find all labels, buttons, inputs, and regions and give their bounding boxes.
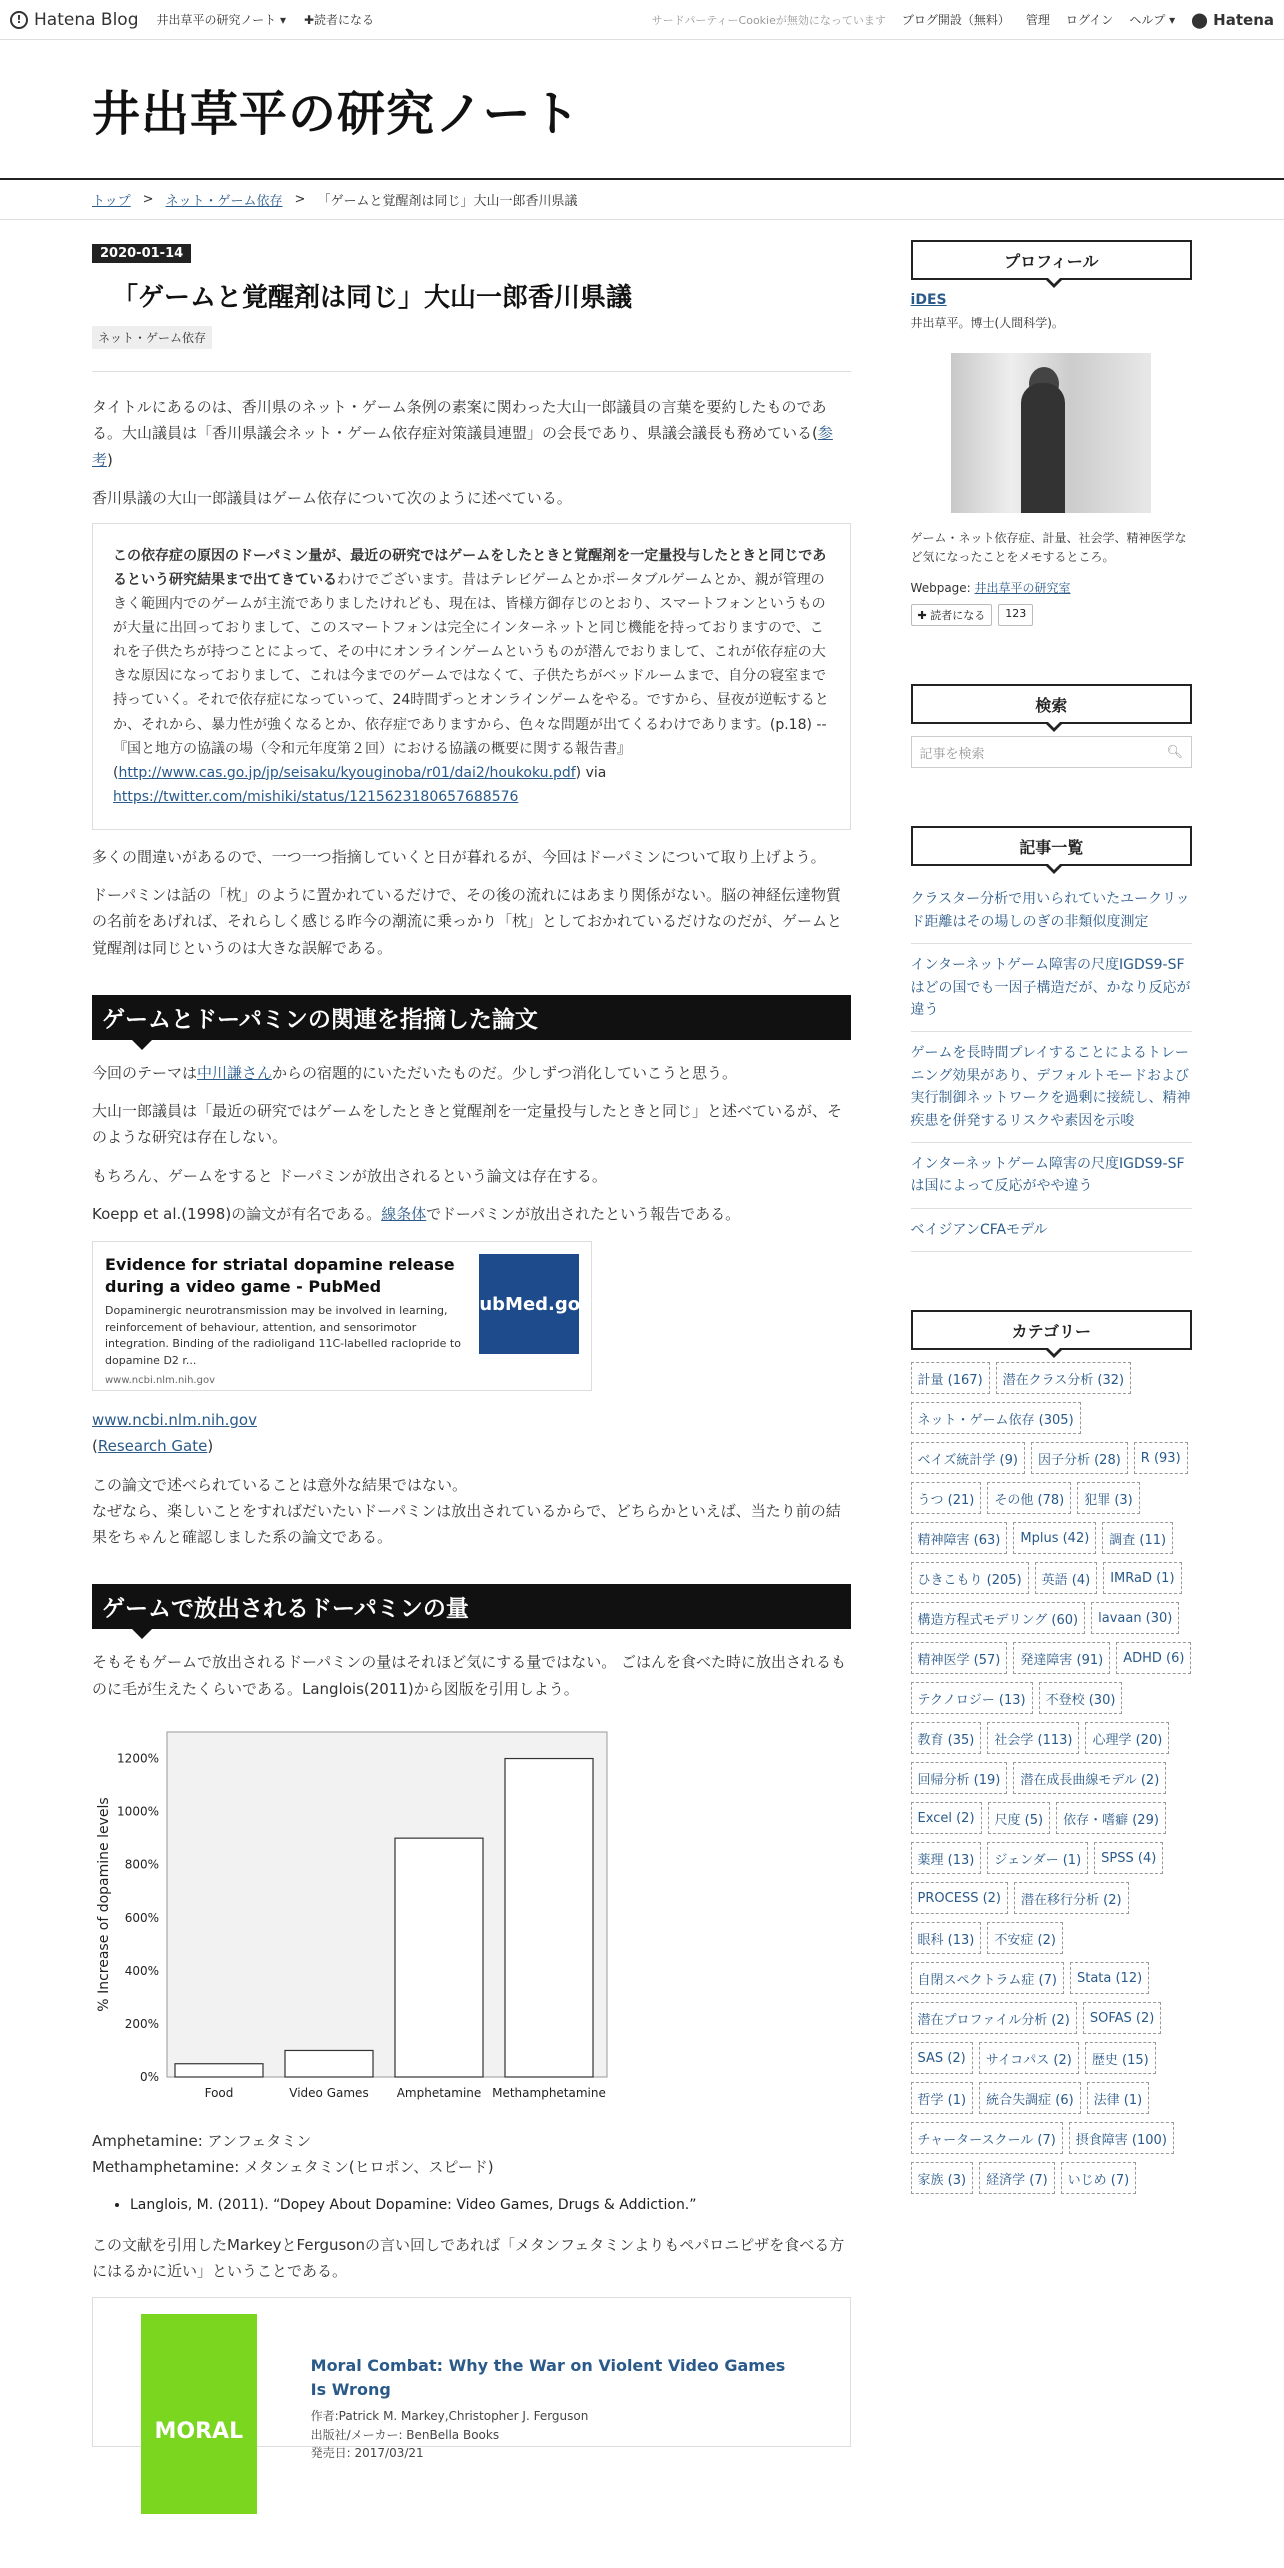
book-title[interactable]: Moral Combat: Why the War on Violent Video Games Is Wrong bbox=[310, 2355, 786, 2400]
dopamine-chart bbox=[92, 1724, 612, 2114]
entry bbox=[92, 220, 851, 2461]
paragraph bbox=[92, 1201, 851, 1227]
article-link[interactable]: ベイジアンCFAモデル bbox=[911, 1209, 1192, 1252]
category-link[interactable]: ADHD (6) bbox=[1116, 1642, 1191, 1674]
text: からの宿題的にいただいたものだ。少しずつ消化していこうと思う。 bbox=[272, 1063, 738, 1082]
article-link[interactable]: インターネットゲーム障害の尺度IGDS9-SFはどの国でも一因子構造だが、かなり反応が違う bbox=[911, 944, 1192, 1032]
profile-module bbox=[911, 240, 1192, 626]
category-link[interactable]: R (93) bbox=[1134, 1442, 1188, 1474]
category-link[interactable]: 摂食障害 (100) bbox=[1069, 2122, 1174, 2154]
breadcrumb-sep: > bbox=[142, 192, 154, 207]
book-publisher: 出版社/メーカー: BenBella Books bbox=[310, 2427, 500, 2442]
category-link[interactable]: 心理学 (20) bbox=[1085, 1722, 1169, 1754]
search-module bbox=[911, 684, 1192, 768]
paragraph bbox=[92, 1407, 851, 1460]
top-bar bbox=[0, 0, 1284, 40]
bar bbox=[505, 1758, 593, 2076]
category-link[interactable]: PROCESS (2) bbox=[911, 1882, 1008, 1914]
admin-link[interactable]: 管理 bbox=[1025, 13, 1050, 27]
category-link[interactable]: 潜在移行分析 (2) bbox=[1014, 1882, 1129, 1914]
category-link[interactable]: サイコパス (2) bbox=[979, 2042, 1079, 2074]
text: ) bbox=[107, 450, 113, 469]
subscribe-button[interactable]: ✚ 読者になる bbox=[911, 604, 993, 626]
section-heading: ゲームとドーパミンの関連を指摘した論文 bbox=[92, 995, 851, 1040]
module-heading: 記事一覧 bbox=[911, 826, 1192, 866]
y-tick-label: 0% bbox=[139, 2069, 159, 2084]
embed-card[interactable] bbox=[92, 1241, 592, 1391]
text: Amphetamine: アンフェタミン bbox=[92, 2131, 312, 2150]
category-link[interactable]: ひきこもり (205) bbox=[911, 1562, 1029, 1594]
search-input[interactable] bbox=[911, 736, 1192, 768]
category-link[interactable]: 尺度 (5) bbox=[988, 1802, 1051, 1834]
category-link[interactable]: 歴史 (15) bbox=[1085, 2042, 1156, 2074]
quote-text: わけでございます。昔はテレビゲームとかポータブルゲームとか、親が管理のきく範囲内でのゲームが主流でありましたけれども、現在は、皆様方御存じのとおり、スマートフォンというものが大量に出回っておりまして、このスマートフォンは完全にインターネットと同じ機能を持っておりますので、これを子供たちが持つことによって、その中にオンラインゲームというものが潜んでおりまして、これが依存症の大きな原因になっておりまして、これは今までのゲームではなくて、子供たちがベッドルームまで、自分の寝室まで持っていく。それで依存症になっていって、24時間ずっとオンラインゲームをやる。ですから、昼夜が逆転するとか、それから、暴力性が強くなるとか、依存症でありますから、色々な問題が出てくるわけであります。(p.18) --『国と地方の協議の場（令和元年度第２回）における協議の概要に関する報告書』( bbox=[113, 572, 829, 781]
reference-list bbox=[130, 2194, 851, 2218]
text: Webpage: bbox=[910, 581, 975, 596]
text: タイトルにあるのは、香川県のネット・ゲーム条例の素案に関わった大山一郎議員の言葉を要約したものである。大山議員は「香川県議会ネット・ゲーム依存症対策議員連盟」の会長であり、県議会議長も務めている( bbox=[92, 398, 827, 443]
category-link[interactable]: ジェンダー (1) bbox=[987, 1842, 1088, 1874]
book-cover[interactable] bbox=[141, 2314, 257, 2514]
category-link[interactable]: SAS (2) bbox=[911, 2042, 973, 2074]
y-tick-label: 400% bbox=[124, 1963, 159, 1978]
category-link[interactable]: 薬理 (13) bbox=[911, 1842, 982, 1874]
category-link[interactable]: 依存・嗜癖 (29) bbox=[1056, 1802, 1166, 1834]
hatena-blog-logo[interactable] bbox=[10, 10, 139, 30]
y-tick-label: 1200% bbox=[117, 1751, 159, 1766]
text: Methamphetamine: メタンェタミン(ヒロポン、スピード) bbox=[92, 2158, 494, 2177]
x-tick-label: Video Games bbox=[289, 2085, 369, 2100]
hatena-brand[interactable]: ⬤ Hatena bbox=[1191, 10, 1274, 29]
category-link[interactable]: 精神医学 (57) bbox=[911, 1642, 1008, 1674]
text: でドーパミンが放出されたという報告である。 bbox=[426, 1204, 741, 1223]
category-link[interactable]: 回帰分析 (19) bbox=[911, 1762, 1008, 1794]
article-link[interactable]: インターネットゲーム障害の尺度IGDS9-SFは国によって反応がやや違う bbox=[911, 1143, 1192, 1209]
login-link[interactable]: ログイン bbox=[1065, 13, 1114, 27]
paragraph: 大山一郎議員は「最近の研究ではゲームをしたときと覚醒剤を一定量投与したときと同じ」と述べているが、そのような研究は存在しない。 bbox=[92, 1102, 843, 1147]
card-title[interactable]: Evidence for striatal dopamine release during a video game - PubMed bbox=[105, 1255, 455, 1296]
profile-photo[interactable] bbox=[951, 353, 1151, 513]
help-menu[interactable]: ヘルプ ▾ bbox=[1129, 13, 1176, 27]
bar bbox=[285, 2050, 373, 2077]
article-list bbox=[911, 878, 1192, 1252]
card-url: www.ncbi.nlm.nih.gov bbox=[105, 1375, 215, 1387]
category-link[interactable]: 調査 (11) bbox=[1102, 1522, 1173, 1554]
profile-text: ゲーム・ネット依存症、計量、社会学、精神医学など気になったことをメモするところ。 bbox=[910, 531, 1187, 565]
y-tick-label: 1000% bbox=[117, 1804, 159, 1819]
category-link[interactable]: うつ (21) bbox=[911, 1482, 982, 1514]
paragraph: 多くの間違いがあるので、一つ一つ指摘していくと日が暮れるが、今回はドーパミンについて取り上げよう。 bbox=[92, 847, 826, 866]
profile-name[interactable]: iDES bbox=[910, 292, 947, 308]
category-link[interactable]: SPSS (4) bbox=[1094, 1842, 1163, 1874]
category-link[interactable]: いじめ (7) bbox=[1061, 2162, 1137, 2194]
quote bbox=[92, 523, 851, 830]
category-link[interactable]: 社会学 (113) bbox=[987, 1722, 1079, 1754]
text: ) bbox=[207, 1437, 214, 1456]
hatena-logo-icon: ! bbox=[10, 11, 28, 29]
breadcrumb-sep: > bbox=[294, 192, 306, 207]
blog-title[interactable]: 井出草平の研究ノート bbox=[92, 85, 581, 142]
y-axis-label: % Increase of dopamine levels bbox=[96, 1797, 112, 2012]
category-link[interactable]: 家族 (3) bbox=[911, 2162, 974, 2194]
breadcrumb-current: 「ゲームと覚醒剤は同じ」大山一郎香川県議 bbox=[317, 194, 578, 209]
module-heading: カテゴリー bbox=[911, 1310, 1192, 1350]
pubmed-thumbnail[interactable]: PubMed.gov bbox=[479, 1254, 579, 1354]
profile-webpage bbox=[911, 579, 1192, 596]
y-tick-label: 200% bbox=[124, 2016, 159, 2031]
x-tick-label: Food bbox=[204, 2085, 234, 2100]
blog-menu[interactable]: 井出草平の研究ノート ▾ bbox=[156, 13, 286, 27]
category-link[interactable]: チャータースクール (7) bbox=[911, 2122, 1063, 2154]
paragraph bbox=[92, 1472, 851, 1551]
module-heading: 検索 bbox=[911, 684, 1192, 724]
category-link[interactable]: SOFAS (2) bbox=[1083, 2002, 1161, 2034]
y-tick-label: 600% bbox=[124, 1910, 159, 1925]
category-link[interactable]: 発達障害 (91) bbox=[1013, 1642, 1110, 1674]
person-link[interactable]: 中川謙さん bbox=[197, 1063, 273, 1082]
text: Koepp et al.(1998)の論文が有名である。 bbox=[92, 1204, 382, 1223]
section-heading: ゲームで放出されるドーパミンの量 bbox=[92, 1584, 851, 1629]
paragraph: 香川県議の大山一郎議員はゲーム依存について次のように述べている。 bbox=[92, 488, 572, 507]
entry-date[interactable]: 2020-01-14 bbox=[92, 244, 191, 263]
category-link[interactable]: 構造方程式モデリング (60) bbox=[911, 1602, 1086, 1634]
category-link[interactable]: 不安症 (2) bbox=[987, 1922, 1063, 1954]
category-link[interactable]: 不登校 (30) bbox=[1039, 1682, 1123, 1714]
reference-link[interactable]: 参考 bbox=[92, 424, 833, 469]
logo-text: Hatena Blog bbox=[34, 9, 139, 30]
entry-title[interactable]: 「ゲームと覚醒剤は同じ」大山一郎香川県議 bbox=[112, 283, 633, 313]
ncbi-link[interactable]: www.ncbi.nlm.nih.gov bbox=[92, 1411, 257, 1430]
category-link[interactable]: 因子分析 (28) bbox=[1031, 1442, 1128, 1474]
category-link[interactable]: 教育 (35) bbox=[911, 1722, 982, 1754]
category-link[interactable]: 眼科 (13) bbox=[911, 1922, 982, 1954]
category-link[interactable]: IMRaD (1) bbox=[1103, 1562, 1181, 1594]
book-card[interactable] bbox=[92, 2297, 851, 2461]
paragraph: もちろん、ゲームをすると ドーパミンが放出されるという論文は存在する。 bbox=[92, 1166, 607, 1185]
search-icon[interactable]: 🔍︎ bbox=[1166, 744, 1183, 760]
text: 今回のテーマは bbox=[92, 1063, 198, 1082]
cookie-notice: サードパーティーCookieが無効になっています bbox=[651, 13, 886, 27]
book-author: 作者:Patrick M. Markey,Christopher J. Ferguson bbox=[310, 2409, 589, 2424]
categories-module bbox=[911, 1310, 1192, 2194]
category-link[interactable]: Mplus (42) bbox=[1013, 1522, 1096, 1554]
subscriber-count[interactable]: 123 bbox=[998, 604, 1033, 626]
paragraph bbox=[92, 394, 851, 473]
category-link[interactable]: 経済学 (7) bbox=[979, 2162, 1055, 2194]
breadcrumb-top[interactable]: トップ bbox=[92, 194, 131, 209]
bar bbox=[395, 1838, 483, 2077]
paragraph bbox=[92, 1060, 851, 1086]
entry-category-tag[interactable]: ネット・ゲーム依存 bbox=[92, 326, 212, 349]
category-link[interactable]: 哲学 (1) bbox=[911, 2082, 974, 2114]
book-date: 発売日: 2017/03/21 bbox=[310, 2446, 424, 2461]
blog-header bbox=[0, 40, 1284, 180]
divider bbox=[92, 371, 851, 372]
paragraph: ドーパミンは話の「枕」のように置かれているだけで、その後の流れにはあまり関係がない。脳の神経伝達物質の名前をあげれば、それらしく感じる昨今の潮流に乗っかり「枕」としておかれているだけなのだが、ゲームと覚醒剤は同じというのは大きな誤解である。 bbox=[92, 886, 843, 957]
twitter-link[interactable]: https://twitter.com/mishiki/status/1215623180657688576 bbox=[113, 788, 519, 805]
keyword-link[interactable]: 線条体 bbox=[381, 1204, 427, 1223]
book-cover-text: MORAL bbox=[154, 2418, 244, 2444]
category-link[interactable]: 英語 (4) bbox=[1035, 1562, 1098, 1594]
pdf-link[interactable]: http://www.cas.go.jp/jp/seisaku/kyouginoba/r01/dai2/houkoku.pdf bbox=[118, 764, 576, 781]
quote-bold: この依存症の原因のドーパミン量が、最近の研究ではゲームをしたときと覚醒剤を一定量投与したときと同じであるという研究結果まで出てきている bbox=[113, 548, 827, 589]
y-tick-label: 800% bbox=[124, 1857, 159, 1872]
breadcrumb-category[interactable]: ネット・ゲーム依存 bbox=[165, 194, 283, 209]
category-link[interactable]: テクノロジー (13) bbox=[911, 1682, 1033, 1714]
x-tick-label: Methamphetamine bbox=[492, 2085, 606, 2100]
text: ( bbox=[92, 1437, 98, 1456]
category-link[interactable]: 統合失調症 (6) bbox=[979, 2082, 1081, 2114]
card-description: Dopaminergic neurotransmission may be involved in learning, reinforcement of behaviour, attention, and sensorimotor integration. Binding of the radioligand 11C-labelled raclopride to dopamine D2 r... bbox=[105, 1304, 461, 1367]
search-placeholder: 記事を検索 bbox=[919, 746, 985, 762]
article-link[interactable]: クラスター分析で用いられていたユークリッド距離はその場しのぎの非類似度測定 bbox=[911, 878, 1192, 944]
category-list bbox=[911, 1362, 1192, 2194]
research-gate-link[interactable]: Research Gate bbox=[97, 1437, 208, 1456]
text: ) via bbox=[575, 764, 607, 781]
profile-desc: 井出草平。博士(人間科学)。 bbox=[910, 316, 1064, 330]
subscribe-link[interactable]: ✚読者になる bbox=[303, 13, 375, 27]
category-link[interactable]: 精神障害 (63) bbox=[911, 1522, 1008, 1554]
category-link[interactable]: 潜在プロファイル分析 (2) bbox=[911, 2002, 1077, 2034]
category-link[interactable]: lavaan (30) bbox=[1091, 1602, 1179, 1634]
category-link[interactable]: ネット・ゲーム依存 (305) bbox=[911, 1402, 1081, 1434]
open-blog-link[interactable]: ブログ開設（無料） bbox=[901, 13, 1010, 27]
category-link[interactable]: 自閉スペクトラム症 (7) bbox=[911, 1962, 1064, 1994]
breadcrumb bbox=[0, 180, 1284, 220]
category-link[interactable]: 潜在クラス分析 (32) bbox=[996, 1362, 1131, 1394]
x-tick-label: Amphetamine bbox=[396, 2085, 482, 2100]
reference-item: • Langlois, M. (2011). “Dopey About Dopamine: Video Games, Drugs & Addiction.” bbox=[130, 2194, 851, 2218]
category-link[interactable]: Excel (2) bbox=[911, 1802, 982, 1834]
articles-module bbox=[911, 826, 1192, 1252]
bar bbox=[175, 2064, 263, 2077]
category-link[interactable]: 計量 (167) bbox=[911, 1362, 990, 1394]
article-link[interactable]: ゲームを長時間プレイすることによるトレーニング効果があり、デフォルトモードおよび実行制御ネットワークを過剰に接続し、精神疾患を併発するリスクや素因を示唆 bbox=[911, 1032, 1192, 1143]
webpage-link[interactable]: 井出草平の研究室 bbox=[974, 581, 1071, 596]
category-link[interactable]: 潜在成長曲線モデル (2) bbox=[1013, 1762, 1166, 1794]
category-link[interactable]: 法律 (1) bbox=[1087, 2082, 1150, 2114]
text: なぜなら、楽しいことをすればだいたいドーパミンは放出されているからで、どちらかといえば、当たり前の結果をちゃんと確認しました系の論文である。 bbox=[92, 1501, 841, 1547]
hatena-brand-text: Hatena bbox=[1213, 10, 1274, 29]
paragraph: この文献を引用したMarkeyとFergusonの言い回しであれば「メタンフェタミンよりもペパロニピザを食べる方にはるかに近い」ということである。 bbox=[92, 2236, 845, 2281]
category-link[interactable]: Stata (12) bbox=[1070, 1962, 1149, 1994]
sidebar bbox=[911, 220, 1192, 2447]
module-heading: プロフィール bbox=[911, 240, 1192, 280]
category-link[interactable]: その他 (78) bbox=[987, 1482, 1071, 1514]
paragraph: そもそもゲームで放出されるドーパミンの量はそれほど気にする量ではない。 ごはんを食べた時に放出されるものに毛が生えたくらいである。Langlois(2011)から図版を引用しよう。 bbox=[92, 1653, 847, 1698]
text: この論文で述べられていることは意外な結果ではない。 bbox=[92, 1475, 468, 1494]
paragraph bbox=[92, 2128, 851, 2181]
category-link[interactable]: ベイズ統計学 (9) bbox=[911, 1442, 1025, 1474]
category-link[interactable]: 犯罪 (3) bbox=[1077, 1482, 1140, 1514]
